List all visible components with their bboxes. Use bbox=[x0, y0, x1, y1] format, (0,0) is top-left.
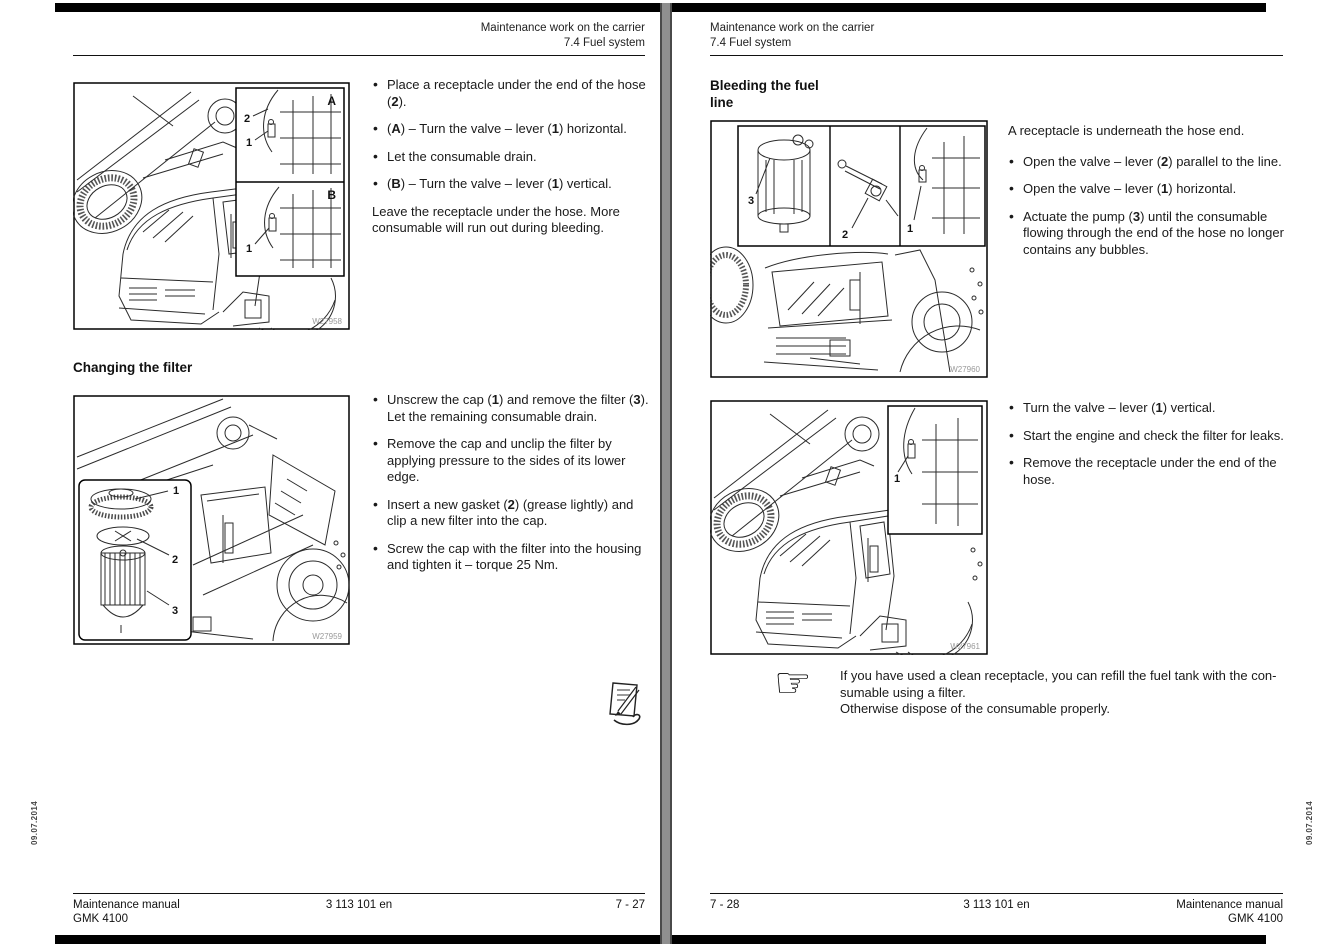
list-item bbox=[1008, 154, 1285, 171]
header-rule bbox=[710, 55, 1283, 56]
footer-manual bbox=[1176, 899, 1283, 926]
footer-manual-title: Maintenance manual bbox=[1176, 899, 1283, 911]
running-header-line2: 7.4 Fuel system bbox=[563, 36, 645, 49]
bullet-text: Place a receptacle under the end of the hose (2). bbox=[387, 77, 646, 109]
footer-model: GMK 4100 bbox=[73, 912, 128, 925]
print-date-right: 09.07.2014 bbox=[1305, 800, 1314, 845]
list-item bbox=[1008, 455, 1285, 488]
bullet-list bbox=[372, 77, 650, 193]
print-date-left: 09.07.2014 bbox=[30, 800, 39, 845]
section-draining-text bbox=[372, 77, 650, 237]
note-line: If you have used a clean receptacle, you can refill the fuel tank with the con- bbox=[840, 668, 1277, 683]
list-item bbox=[372, 392, 652, 425]
header-rule bbox=[73, 55, 645, 56]
note-line: Otherwise dispose of the consumable properly. bbox=[840, 701, 1111, 716]
footer-rule bbox=[73, 893, 645, 894]
callout-filter: 3 bbox=[172, 605, 179, 617]
figure-valve-vertical bbox=[710, 400, 988, 655]
list-item bbox=[372, 149, 650, 166]
bullet-text: Actuate the pump (3) until the consumable flowing through the end of the hose no longer contains any bubbles. bbox=[1023, 208, 1284, 257]
bullet-text: Screw the cap with the filter into the housing and tighten it – torque 25 Nm. bbox=[387, 540, 642, 572]
running-header bbox=[710, 21, 874, 50]
callout-1b: 1 bbox=[246, 243, 253, 255]
footer-page-number: 7 - 28 bbox=[710, 899, 740, 911]
footer-manual-title: Maintenance manual bbox=[73, 899, 180, 911]
running-header bbox=[481, 21, 645, 50]
callout-cap: 1 bbox=[173, 485, 180, 497]
section-filter-text bbox=[372, 392, 652, 585]
callout-gasket: 2 bbox=[172, 554, 179, 566]
bullet-text: Open the valve – lever (2) parallel to the line. bbox=[1023, 153, 1282, 169]
footer-doc-number: 3 113 101 en bbox=[325, 899, 393, 911]
figure-code: W27961 bbox=[950, 642, 980, 651]
footer-model: GMK 4100 bbox=[1228, 912, 1283, 925]
section-after-bleeding-text bbox=[1008, 400, 1285, 499]
callout-2: 2 bbox=[244, 113, 251, 125]
callout-filter: 3 bbox=[748, 195, 755, 207]
bullet-text: Unscrew the cap (1) and remove the filter (3). Let the remaining consumable drain. bbox=[387, 392, 649, 424]
pointing-hand-icon: ☞ bbox=[774, 658, 812, 707]
figure-valve-positions bbox=[73, 82, 350, 330]
left-page bbox=[73, 0, 649, 947]
bullet-list bbox=[372, 392, 652, 574]
figure-filter-change bbox=[73, 395, 350, 645]
footer-doc-number: 3 113 101 en bbox=[963, 899, 1030, 911]
list-item bbox=[372, 497, 652, 530]
list-item bbox=[1008, 209, 1285, 259]
bullet-text: Start the engine and check the filter for leaks. bbox=[1023, 427, 1284, 443]
list-item bbox=[1008, 428, 1285, 445]
note-block bbox=[710, 658, 1283, 732]
note-text bbox=[840, 668, 1290, 718]
running-header-line2: 7.4 Fuel system bbox=[710, 36, 792, 49]
bullet-text: Remove the cap and unclip the filter by applying pressure to the sides of its lower edge. bbox=[387, 436, 626, 484]
callout-1a: 1 bbox=[246, 137, 253, 149]
bullet-text: (A) – Turn the valve – lever (1) horizontal. bbox=[387, 121, 627, 136]
inset-label-b: B bbox=[327, 188, 336, 202]
bullet-list bbox=[1008, 400, 1285, 488]
list-item bbox=[372, 121, 650, 138]
footer-rule bbox=[710, 893, 1283, 894]
section-bleeding-text bbox=[1008, 123, 1285, 269]
bullet-text: Insert a new gasket (2) (grease lightly) and clip a new filter into the cap. bbox=[387, 496, 634, 528]
bullet-list bbox=[1008, 154, 1285, 259]
list-item bbox=[372, 176, 650, 193]
callout-valve: 1 bbox=[907, 223, 914, 235]
running-header-line1: Maintenance work on the carrier bbox=[710, 22, 875, 34]
bullet-text: Remove the receptacle under the end of the hose. bbox=[1023, 455, 1277, 487]
heading-line1: Bleeding the fuel bbox=[710, 78, 819, 93]
footer-page-number: 7 - 27 bbox=[615, 899, 645, 911]
page-divider bbox=[660, 3, 672, 944]
paragraph: Leave the receptacle under the hose. More consumable will run out during bleeding. bbox=[372, 203, 620, 235]
callout-pump: 2 bbox=[842, 229, 849, 241]
bullet-text: (B) – Turn the valve – lever (1) vertical. bbox=[387, 176, 612, 191]
figure-code: W27960 bbox=[950, 365, 980, 374]
bullet-text: Turn the valve – lever (1) vertical. bbox=[1023, 400, 1216, 415]
bullet-text: Open the valve – lever (1) horizontal. bbox=[1023, 181, 1237, 196]
list-item bbox=[372, 77, 650, 110]
list-item bbox=[1008, 181, 1285, 198]
list-item bbox=[372, 436, 652, 486]
callout-valve: 1 bbox=[894, 473, 901, 485]
figure-code: W27959 bbox=[312, 632, 342, 641]
notes-pencil-icon bbox=[605, 680, 647, 733]
figure-bleeding-components bbox=[710, 120, 988, 378]
right-page bbox=[710, 0, 1283, 947]
running-header-line1: Maintenance work on the carrier bbox=[480, 22, 645, 34]
intro-paragraph: A receptacle is underneath the hose end. bbox=[1008, 123, 1245, 138]
list-item bbox=[372, 541, 652, 574]
figure-code: W27958 bbox=[312, 317, 342, 326]
list-item bbox=[1008, 400, 1285, 417]
heading-line2: line bbox=[710, 94, 734, 110]
section-heading-bleeding bbox=[710, 78, 819, 111]
section-heading-changing-filter: Changing the filter bbox=[73, 360, 193, 375]
inset-label-a: A bbox=[327, 94, 336, 108]
note-line: sumable using a filter. bbox=[840, 684, 966, 700]
bullet-text: Let the consumable drain. bbox=[387, 148, 537, 164]
